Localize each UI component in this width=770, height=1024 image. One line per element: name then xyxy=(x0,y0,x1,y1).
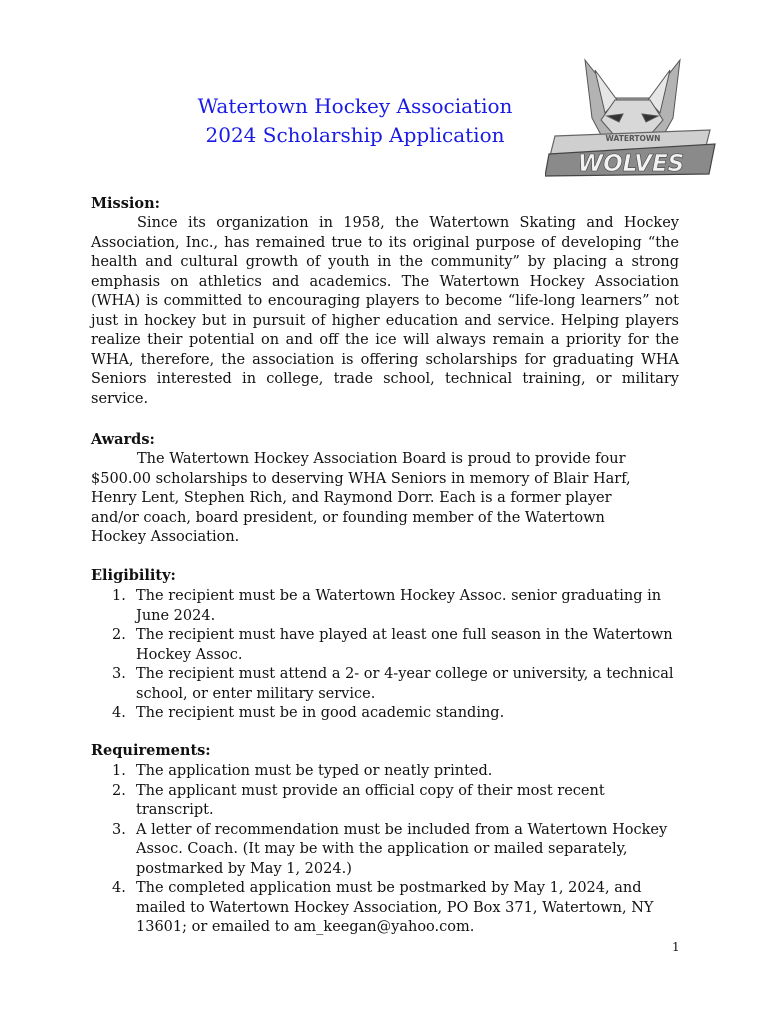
list-number: 1. xyxy=(112,763,126,779)
requirements-heading: Requirements: xyxy=(91,742,211,759)
list-number: 4. xyxy=(112,880,126,896)
list-text: The recipient must be in good academic standing. xyxy=(136,705,505,721)
requirements-item xyxy=(91,821,680,880)
eligibility-item xyxy=(91,704,680,724)
list-text: The recipient must have played at least one full season in the Watertown Hockey Assoc. xyxy=(136,627,673,663)
logo-top-text: WATERTOWN xyxy=(605,134,661,143)
document-title xyxy=(150,92,560,150)
mission-paragraph: Since its organization in 1958, the Watertown Skating and Hockey Association, Inc., has remained true to its original purpose of developing “the health and cultural growth of youth in the community” by placing a strong emphasis on athletics and academics. The Watertown Hockey Association (WHA) is committed to encouraging players to become “life-long learners” not just in hockey but in pursuit of higher education and service. Helping players realize their potential on and off the ice will always remain a priority for the WHA, therefore, the association is offering scholarships for graduating WHA Seniors interested in college, trade school, technical training, or military service. xyxy=(91,215,679,407)
list-number: 2. xyxy=(112,782,126,799)
requirements-item xyxy=(91,762,680,782)
list-text: The recipient must attend a 2- or 4-year college or university, a technical school, or enter military service. xyxy=(136,666,674,702)
eligibility-item xyxy=(91,626,680,665)
eligibility-item xyxy=(91,665,680,704)
list-number: 4. xyxy=(112,705,126,721)
list-text: The applicant must provide an official copy of their most recent transcript. xyxy=(136,782,605,818)
mission-heading: Mission: xyxy=(91,195,160,212)
title-line-2: 2024 Scholarship Application xyxy=(205,123,505,147)
list-number: 3. xyxy=(112,821,126,838)
requirements-item xyxy=(91,879,680,938)
list-number: 3. xyxy=(112,666,126,682)
requirements-item xyxy=(91,782,680,821)
wolves-logo xyxy=(545,58,720,178)
eligibility-item xyxy=(91,587,680,626)
awards-heading: Awards: xyxy=(91,431,155,448)
list-number: 1. xyxy=(112,588,126,604)
title-line-1: Watertown Hockey Association xyxy=(197,94,513,118)
list-text: The completed application must be postmarked by May 1, 2024, and mailed to Watertown Hockey Association, PO Box 371, Watertown, NY 13601; or emailed to am_keegan@yahoo.com. xyxy=(136,880,654,935)
page-number: 1 xyxy=(672,940,680,954)
eligibility-heading: Eligibility: xyxy=(91,567,176,584)
logo-wordmark: WOLVES xyxy=(577,151,685,177)
list-text: The application must be typed or neatly printed. xyxy=(136,763,493,779)
list-text: The recipient must be a Watertown Hockey Assoc. senior graduating in June 2024. xyxy=(136,588,662,624)
awards-paragraph: The Watertown Hockey Association Board is proud to provide four $500.00 scholarships to deserving WHA Seniors in memory of Blair Harf, Henry Lent, Stephen Rich, and Raymond Dorr. Each is a former player and/or coach, board president, or founding member of the Watertown Hockey Association. xyxy=(91,451,631,545)
requirements-list xyxy=(91,762,680,938)
list-number: 2. xyxy=(112,627,126,643)
eligibility-list xyxy=(91,587,680,724)
list-text: A letter of recommendation must be included from a Watertown Hockey Assoc. Coach. (It may be with the application or mailed separately, postmarked by May 1, 2024.) xyxy=(136,821,668,877)
